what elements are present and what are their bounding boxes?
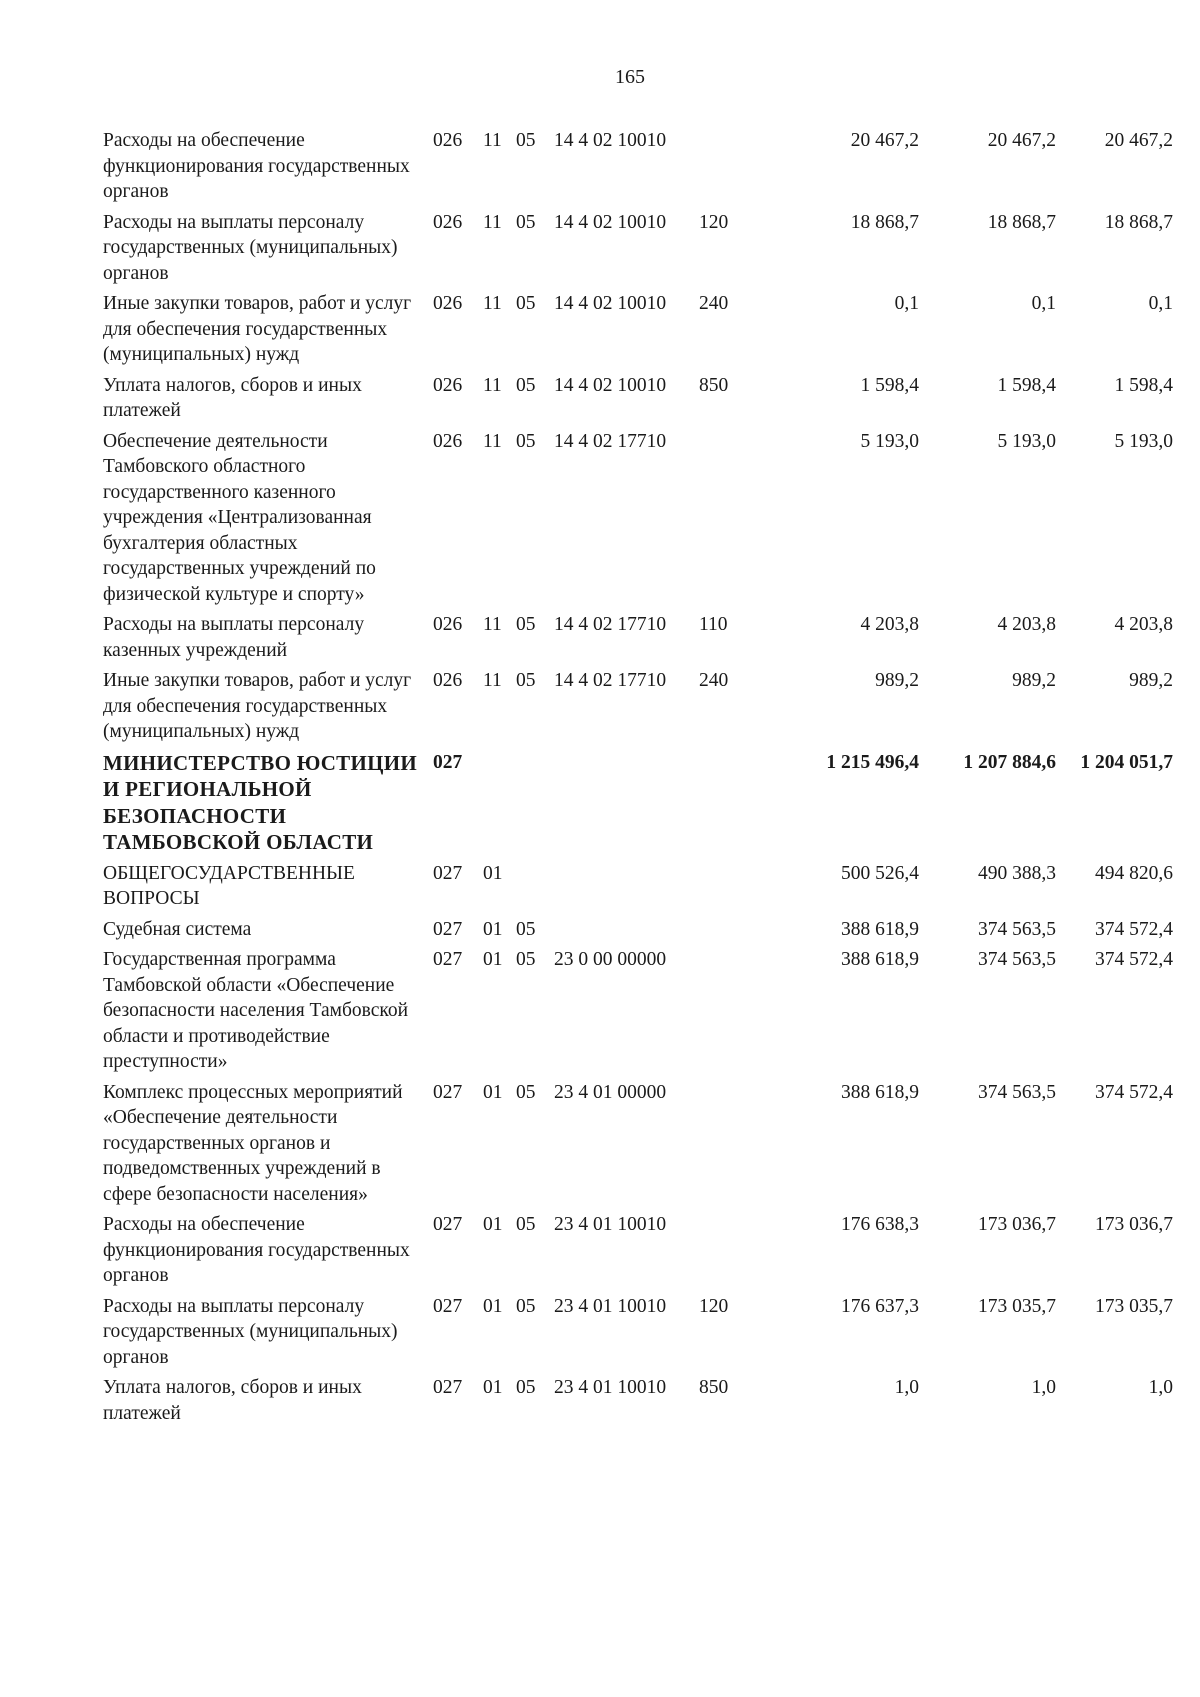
row-name: Расходы на выплаты персоналу государственных (муниципальных) органов (103, 211, 398, 284)
table-row (103, 429, 1173, 608)
row-name: Государственная программа Тамбовской области «Обеспечение безопасности населения Тамбовской области и противодействие преступности» (103, 949, 409, 1072)
row-name: Расходы на обеспечение функционирования государственных органов (103, 1214, 410, 1286)
table-row (103, 128, 1173, 205)
row-subsection-code: 05 (516, 374, 536, 396)
row-department-code: 027 (433, 1081, 463, 1103)
row-amount-2: 1,0 (1031, 1377, 1056, 1398)
row-expense-type: 120 (699, 211, 729, 233)
row-amount-2: 374 563,5 (978, 1081, 1056, 1103)
row-department-code: 026 (433, 430, 463, 452)
row-name: Расходы на выплаты персоналу государственных (муниципальных) органов (103, 1295, 398, 1368)
page-number: 165 (615, 66, 645, 88)
row-expense-type: 240 (699, 293, 729, 314)
row-section-code: 01 (483, 1295, 503, 1317)
row-section-code: 01 (483, 949, 503, 970)
row-amount-3: 1 598,4 (1114, 374, 1173, 396)
table-row (103, 861, 1173, 912)
row-amount-1: 176 637,3 (841, 1295, 919, 1317)
row-name: Расходы на обеспечение функционирования государственных органов (103, 130, 410, 202)
row-name: Иные закупки товаров, работ и услуг для обеспечения государственных (муниципальных) нужд (103, 293, 412, 365)
row-amount-2: 1 207 884,6 (963, 751, 1056, 773)
row-target-article: 14 4 02 10010 (554, 211, 667, 233)
row-target-article: 23 4 01 10010 (554, 1377, 667, 1398)
table-row (103, 1080, 1173, 1208)
row-subsection-code: 05 (516, 430, 536, 452)
row-amount-1: 500 526,4 (841, 862, 919, 884)
row-amount-1: 5 193,0 (860, 430, 919, 452)
table-row (103, 1212, 1173, 1289)
row-name: Обеспечение деятельности Тамбовского областного государственного казенного учреждения «Централизованная бухгалтерия областных государственных учреждений по физической культуре и спорту» (103, 430, 376, 605)
row-expense-type: 850 (699, 374, 729, 396)
row-expense-type: 110 (699, 614, 728, 635)
row-section-code: 11 (483, 670, 502, 691)
row-department-code: 026 (433, 293, 463, 314)
row-department-code: 026 (433, 614, 463, 635)
row-department-code: 027 (433, 862, 463, 884)
table-row (103, 1375, 1173, 1426)
row-name: Уплата налогов, сборов и иных платежей (103, 374, 362, 421)
row-amount-3: 0,1 (1148, 293, 1173, 314)
row-department-code: 027 (433, 1214, 463, 1235)
row-section-code: 11 (483, 293, 502, 314)
row-amount-2: 173 036,7 (978, 1214, 1056, 1235)
row-name: Уплата налогов, сборов и иных платежей (103, 1377, 362, 1424)
row-amount-3: 494 820,6 (1095, 862, 1173, 884)
row-target-article: 14 4 02 17710 (554, 670, 667, 691)
row-subsection-code: 05 (516, 1295, 536, 1317)
row-subsection-code: 05 (516, 1081, 536, 1103)
row-amount-3: 1 204 051,7 (1080, 751, 1173, 773)
row-target-article: 14 4 02 10010 (554, 293, 667, 314)
row-name: Судебная система (103, 918, 252, 940)
row-department-code: 026 (433, 374, 463, 396)
row-amount-3: 374 572,4 (1095, 918, 1173, 940)
budget-table (103, 128, 1173, 1431)
row-subsection-code: 05 (516, 1377, 536, 1398)
table-row (103, 210, 1173, 287)
row-subsection-code: 05 (516, 949, 536, 970)
row-amount-2: 374 563,5 (978, 918, 1056, 940)
row-target-article: 14 4 02 17710 (554, 614, 667, 635)
row-amount-1: 989,2 (875, 670, 919, 691)
row-section-code: 11 (483, 374, 502, 396)
row-amount-1: 1 598,4 (860, 374, 919, 396)
row-department-code: 026 (433, 130, 463, 151)
row-section-code: 11 (483, 211, 502, 233)
row-subsection-code: 05 (516, 1214, 536, 1235)
table-row (103, 668, 1173, 745)
row-name: Комплекс процессных мероприятий «Обеспечение деятельности государственных органов и подведомственных учреждений в сфере безопасности населения» (103, 1081, 403, 1205)
row-amount-2: 20 467,2 (987, 130, 1056, 151)
row-department-code: 027 (433, 1377, 463, 1398)
row-amount-1: 1 215 496,4 (826, 751, 919, 773)
row-amount-3: 374 572,4 (1095, 949, 1173, 970)
row-department-code: 026 (433, 211, 463, 233)
row-subsection-code: 05 (516, 614, 536, 635)
row-amount-3: 5 193,0 (1114, 430, 1173, 452)
row-amount-2: 173 035,7 (978, 1295, 1056, 1317)
row-department-code: 026 (433, 670, 463, 691)
table-row (103, 947, 1173, 1075)
row-target-article: 23 0 00 00000 (554, 949, 667, 970)
table-row-ministry (103, 750, 1173, 856)
row-amount-1: 20 467,2 (850, 130, 919, 151)
row-amount-3: 1,0 (1148, 1377, 1173, 1398)
row-name: МИНИСТЕРСТВО ЮСТИЦИИ И РЕГИОНАЛЬНОЙ БЕЗОПАСНОСТИ ТАМБОВСКОЙ ОБЛАСТИ (103, 750, 418, 854)
row-name: ОБЩЕГОСУДАРСТВЕННЫЕ ВОПРОСЫ (103, 862, 355, 909)
row-department-code: 027 (433, 1295, 463, 1317)
row-section-code: 01 (483, 1214, 503, 1235)
table-row (103, 917, 1173, 943)
row-amount-2: 5 193,0 (997, 430, 1056, 452)
row-amount-1: 18 868,7 (850, 211, 919, 233)
row-amount-2: 18 868,7 (987, 211, 1056, 233)
row-amount-2: 490 388,3 (978, 862, 1056, 884)
row-target-article: 23 4 01 00000 (554, 1081, 667, 1103)
row-target-article: 14 4 02 17710 (554, 430, 667, 452)
row-amount-1: 388 618,9 (841, 1081, 919, 1103)
row-amount-1: 4 203,8 (860, 614, 919, 635)
row-name: Иные закупки товаров, работ и услуг для обеспечения государственных (муниципальных) нужд (103, 670, 412, 742)
row-name: Расходы на выплаты персоналу казенных учреждений (103, 614, 365, 661)
row-amount-2: 1 598,4 (997, 374, 1056, 396)
row-amount-3: 18 868,7 (1104, 211, 1173, 233)
row-amount-1: 176 638,3 (841, 1214, 919, 1235)
table-row (103, 373, 1173, 424)
row-amount-3: 20 467,2 (1104, 130, 1173, 151)
row-target-article: 23 4 01 10010 (554, 1295, 667, 1317)
row-section-code: 01 (483, 862, 503, 884)
row-amount-3: 989,2 (1129, 670, 1173, 691)
row-section-code: 11 (483, 614, 502, 635)
row-amount-3: 173 036,7 (1095, 1214, 1173, 1235)
row-amount-2: 4 203,8 (997, 614, 1056, 635)
row-expense-type: 120 (699, 1295, 729, 1317)
row-amount-2: 374 563,5 (978, 949, 1056, 970)
row-section-code: 01 (483, 1377, 503, 1398)
row-amount-1: 388 618,9 (841, 949, 919, 970)
row-department-code: 027 (433, 918, 463, 940)
row-subsection-code: 05 (516, 670, 536, 691)
row-amount-2: 0,1 (1031, 293, 1056, 314)
row-amount-3: 173 035,7 (1095, 1295, 1173, 1317)
row-amount-1: 388 618,9 (841, 918, 919, 940)
row-amount-1: 0,1 (894, 293, 919, 314)
row-expense-type: 850 (699, 1377, 729, 1398)
row-department-code: 027 (433, 949, 463, 970)
row-target-article: 14 4 02 10010 (554, 130, 667, 151)
row-target-article: 23 4 01 10010 (554, 1214, 667, 1235)
row-amount-2: 989,2 (1012, 670, 1056, 691)
row-subsection-code: 05 (516, 918, 536, 940)
row-section-code: 11 (483, 430, 502, 452)
row-subsection-code: 05 (516, 211, 536, 233)
row-subsection-code: 05 (516, 130, 536, 151)
table-row (103, 612, 1173, 663)
row-target-article: 14 4 02 10010 (554, 374, 667, 396)
row-section-code: 11 (483, 130, 502, 151)
row-amount-3: 374 572,4 (1095, 1081, 1173, 1103)
row-amount-3: 4 203,8 (1114, 614, 1173, 635)
row-department-code: 027 (433, 751, 463, 773)
row-amount-1: 1,0 (894, 1377, 919, 1398)
row-section-code: 01 (483, 918, 503, 940)
row-section-code: 01 (483, 1081, 503, 1103)
table-row (103, 291, 1173, 368)
row-expense-type: 240 (699, 670, 729, 691)
table-row (103, 1294, 1173, 1371)
row-subsection-code: 05 (516, 293, 536, 314)
